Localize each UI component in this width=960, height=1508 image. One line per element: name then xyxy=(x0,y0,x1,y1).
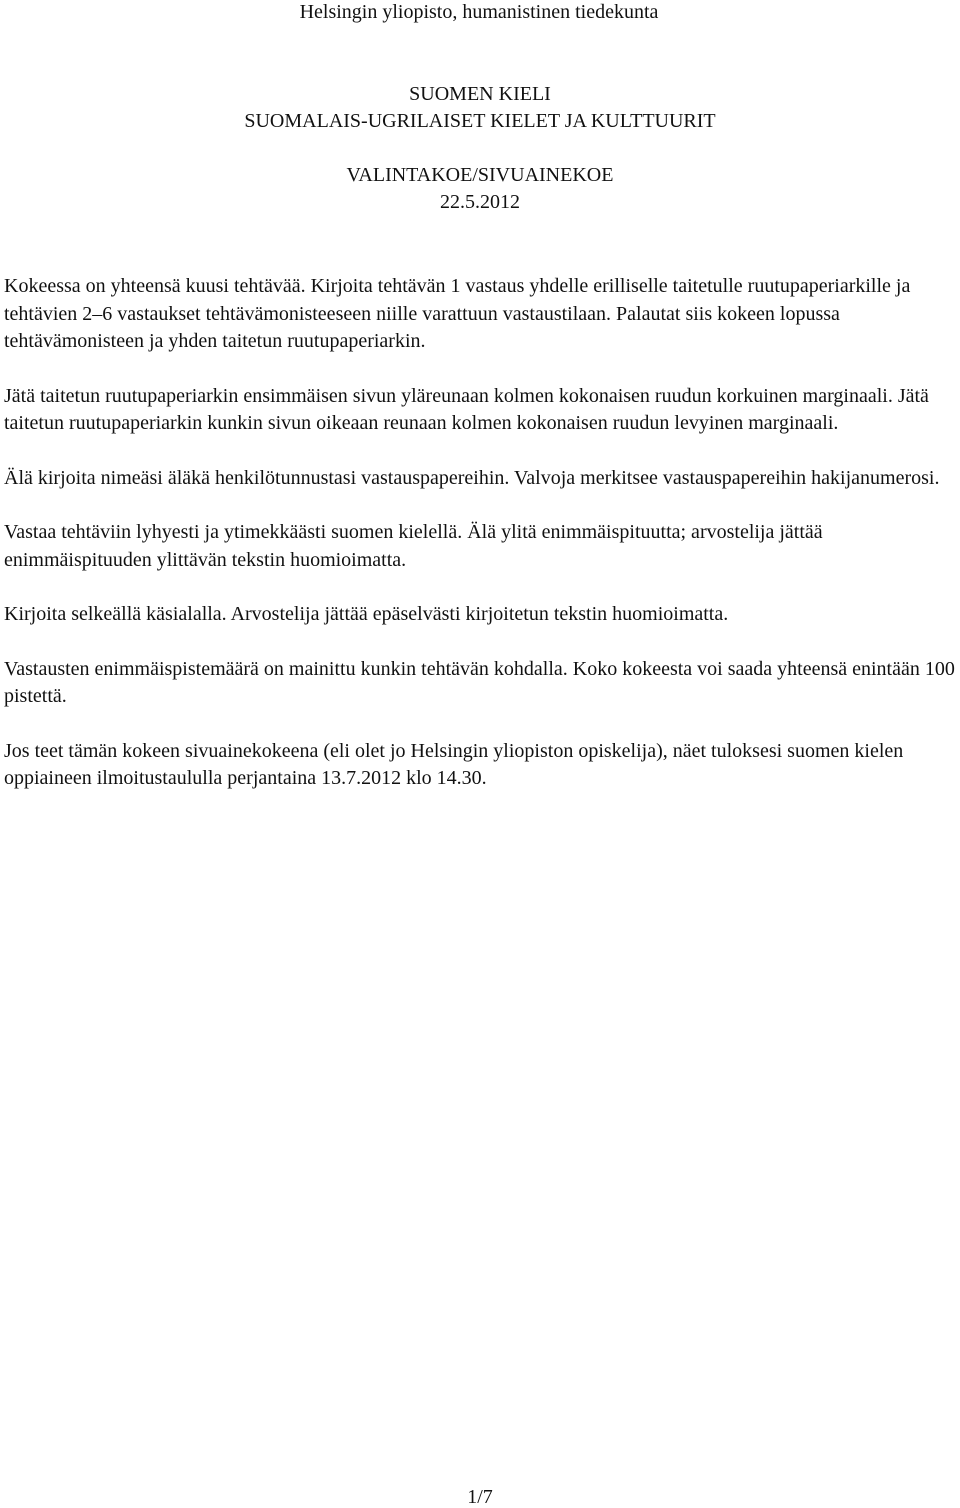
subject-title-line-2: SUOMALAIS-UGRILAISET KIELET JA KULTTUURIT xyxy=(244,110,716,132)
instruction-paragraph: Kokeessa on yhteensä kuusi tehtävää. Kirjoita tehtävän 1 vastaus yhdelle erilliselle taitetulle ruutupaperiarkille ja tehtävien 2–6 vastaukset tehtävämonisteeseen niille varattuun vastaustilaan. Palautat siis kokeen lopussa tehtävämonisteen ja yhden taitetun ruutupaperiarkin. xyxy=(4,275,911,352)
instructions-body xyxy=(4,273,958,820)
subject-title-block xyxy=(0,81,960,135)
instruction-paragraph: Vastausten enimmäispistemäärä on mainittu kunkin tehtävän kohdalla. Koko kokeesta voi saada yhteensä enintään 100 pistettä. xyxy=(4,657,955,707)
exam-info-block xyxy=(0,162,960,216)
instruction-paragraph: Kirjoita selkeällä käsialalla. Arvostelija jättää epäselvästi kirjoitetun tekstin huomioimatta. xyxy=(4,603,729,625)
instruction-paragraph: Älä kirjoita nimeäsi äläkä henkilötunnustasi vastauspapereihin. Valvoja merkitsee vastauspapereihin hakijanumerosi. xyxy=(4,466,940,489)
page-header xyxy=(0,0,960,24)
page-footer xyxy=(0,1486,960,1508)
page-number: 1/7 xyxy=(467,1486,493,1508)
instruction-paragraph: Vastaa tehtäviin lyhyesti ja ytimekkäästi suomen kielellä. Älä ylitä enimmäispituutta; arvostelija jättää enimmäispituuden ylittävän tekstin huomioimatta. xyxy=(4,521,823,571)
instruction-paragraph: Jos teet tämän kokeen sivuainekokeena (eli olet jo Helsingin yliopiston opiskelija), näet tuloksesi suomen kielen oppiaineen ilmoitustaululla perjantaina 13.7.2012 klo 14.30. xyxy=(4,739,904,789)
instruction-paragraph: Jätä taitetun ruutupaperiarkin ensimmäisen sivun yläreunaan kolmen kokonaisen ruudun korkuinen marginaali. Jätä taitetun ruutupaperiarkin kunkin sivun oikeaan reunaan kolmen kokonaisen ruudun levyinen marginaali. xyxy=(4,384,929,434)
exam-name: VALINTAKOE/SIVUAINEKOE xyxy=(346,164,614,186)
subject-title-line-1: SUOMEN KIELI xyxy=(409,83,551,105)
institution-name: Helsingin yliopisto, humanistinen tiedekunta xyxy=(299,1,659,23)
exam-date: 22.5.2012 xyxy=(440,191,520,213)
